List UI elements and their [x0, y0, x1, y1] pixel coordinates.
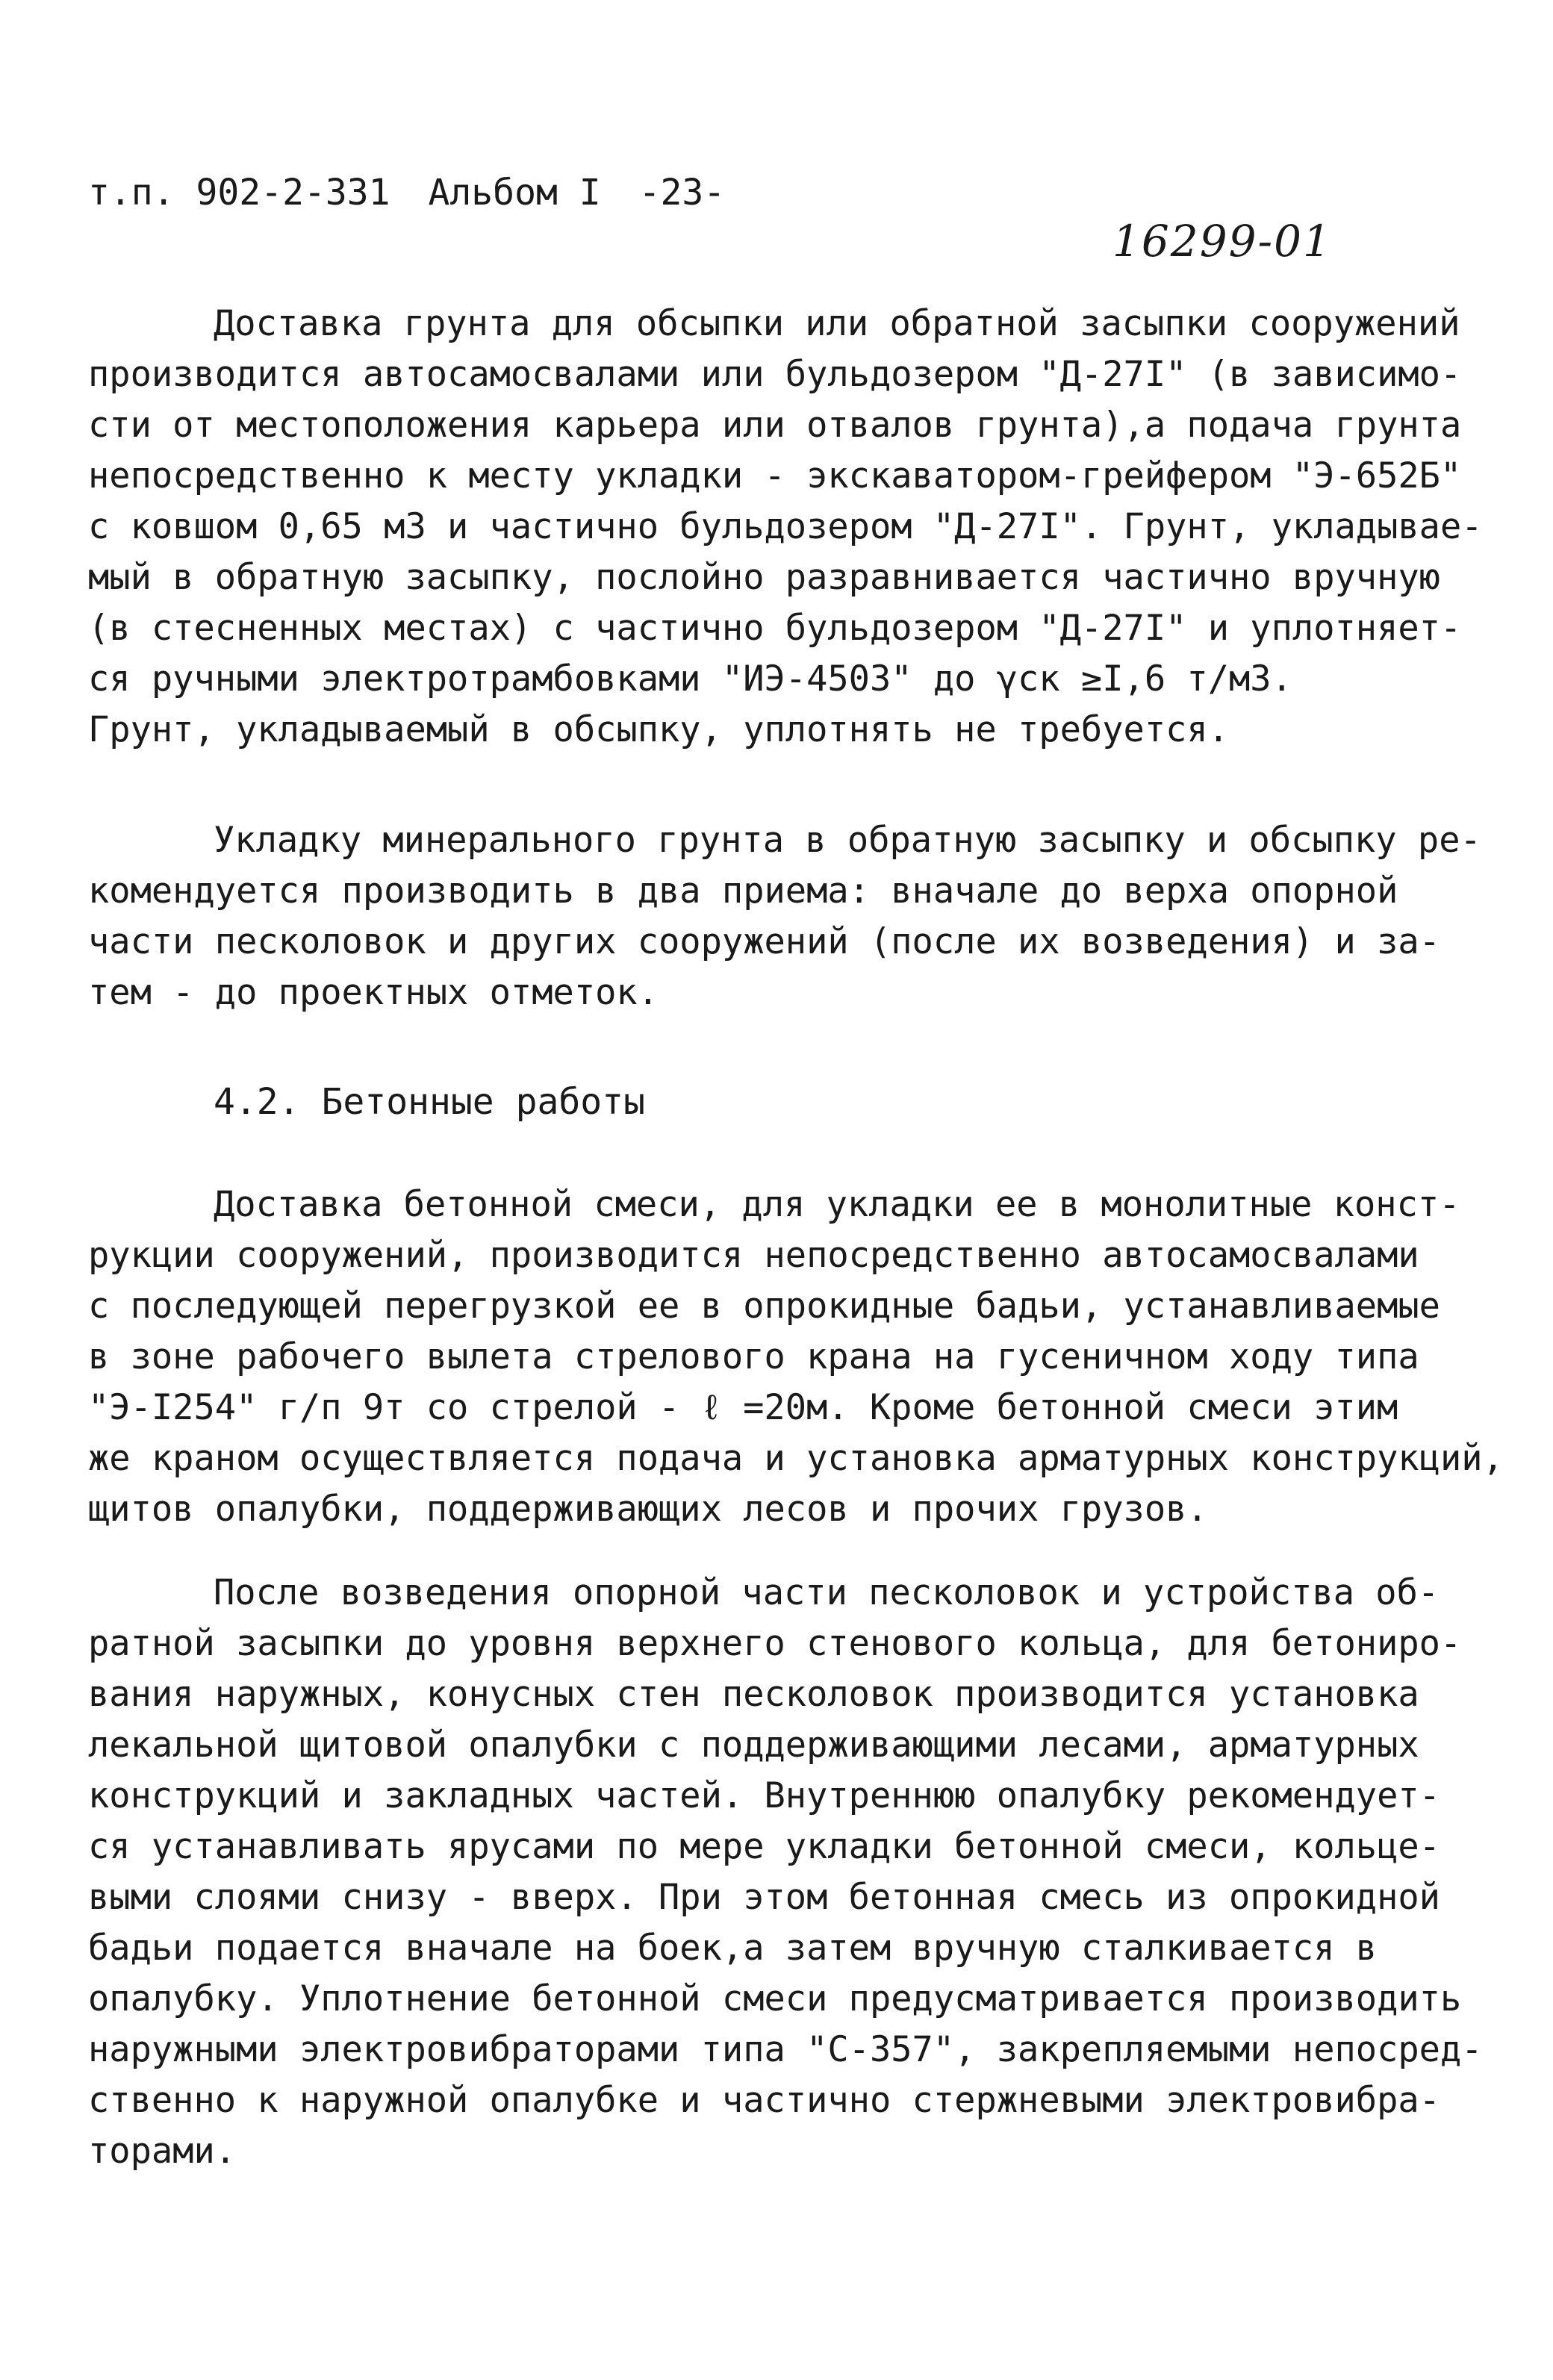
text-line: опалубку. Уплотнение бетонной смеси предусматривается производить — [88, 1978, 1462, 2019]
text-line: с ковшом 0,65 м3 и частично бульдозером "Д-27I". Грунт, укладывае- — [88, 506, 1483, 547]
text-line: производится автосамосвалами или бульдозером "Д-27I" (в зависимо- — [88, 354, 1462, 395]
text-line: (в стесненных местах) с частично бульдозером "Д-27I" и уплотняет- — [88, 608, 1462, 649]
text-line: После возведения опорной части песколовок и устройства об- — [214, 1572, 1440, 1613]
text-line: лекальной щитовой опалубки с поддерживающими лесами, арматурных — [88, 1725, 1419, 1766]
text-line: в зоне рабочего вылета стрелового крана на гусеничном ходу типа — [88, 1336, 1419, 1377]
text-line: рукции сооружений, производится непосредственно автосамосвалами — [88, 1235, 1419, 1276]
paragraph-formwork — [88, 1568, 1492, 2177]
page-number: -23- — [638, 172, 726, 214]
section-heading-concrete-works: 4.2. Бетонные работы — [214, 1081, 645, 1123]
paragraph-soil-laying — [88, 815, 1492, 1018]
text-line: бадьи подается вначале на боек,а затем вручную сталкивается в — [88, 1928, 1378, 1969]
text-line: торами. — [88, 2131, 237, 2172]
text-line: с последующей перегрузкой ее в опрокидные бадьи, устанавливаемые — [88, 1286, 1440, 1327]
text-line: ственно к наружной опалубке и частично стержневыми электровибра- — [88, 2080, 1440, 2121]
text-line: Доставка грунта для обсыпки или обратной засыпки сооружений — [214, 303, 1460, 344]
text-line: же краном осуществляется подача и установка арматурных конструкций, — [88, 1438, 1504, 1479]
text-line: мый в обратную засыпку, послойно разравнивается частично вручную — [88, 557, 1440, 598]
page-header — [88, 170, 741, 215]
paragraph-soil-delivery — [88, 299, 1492, 756]
text-line: непосредственно к месту укладки - экскаватором-грейфером "Э-652Б" — [88, 455, 1462, 496]
text-line: сти от местоположения карьера или отвалов грунта),а подача грунта — [88, 405, 1462, 446]
text-line: щитов опалубки, поддерживающих лесов и прочих грузов. — [88, 1489, 1208, 1530]
text-line: ся устанавливать ярусами по мере укладки бетонной смеси, кольце- — [88, 1826, 1440, 1867]
text-line: наружными электровибраторами типа "С-357", закрепляемыми непосред- — [88, 2029, 1483, 2070]
album-label: Альбом I — [428, 172, 601, 214]
text-line: конструкций и закладных частей. Внутреннюю опалубку рекомендует- — [88, 1775, 1440, 1816]
text-line: выми слоями снизу - вверх. При этом бетонная смесь из опрокидной — [88, 1877, 1440, 1918]
text-line: ратной засыпки до уровня верхнего стенового кольца, для бетониро- — [88, 1623, 1462, 1664]
text-line: Доставка бетонной смеси, для укладки ее в монолитные конст- — [214, 1184, 1460, 1225]
text-line: части песколовок и других сооружений (после их возведения) и за- — [88, 921, 1440, 962]
text-line: ся ручными электротрамбовками "ИЭ-4503" до γск ≥I,6 т/м3. — [88, 658, 1292, 700]
text-line: Грунт, укладываемый в обсыпку, уплотнять не требуется. — [88, 709, 1230, 750]
text-line: вания наружных, конусных стен песколовок производится установка — [88, 1674, 1419, 1715]
series-code: т.п. 902-2-331 — [88, 172, 390, 214]
handwritten-doc-number: 16299-01 — [1112, 216, 1332, 267]
paragraph-concrete-delivery — [88, 1180, 1504, 1535]
text-line: тем - до проектных отметок. — [88, 972, 659, 1013]
text-line: "Э-I254" г/п 9т со стрелой - ℓ =20м. Кроме бетонной смеси этим — [88, 1387, 1398, 1428]
text-line: комендуется производить в два приема: вначале до верха опорной — [88, 870, 1398, 912]
text-line: Укладку минерального грунта в обратную засыпку и обсыпку ре- — [214, 820, 1481, 861]
